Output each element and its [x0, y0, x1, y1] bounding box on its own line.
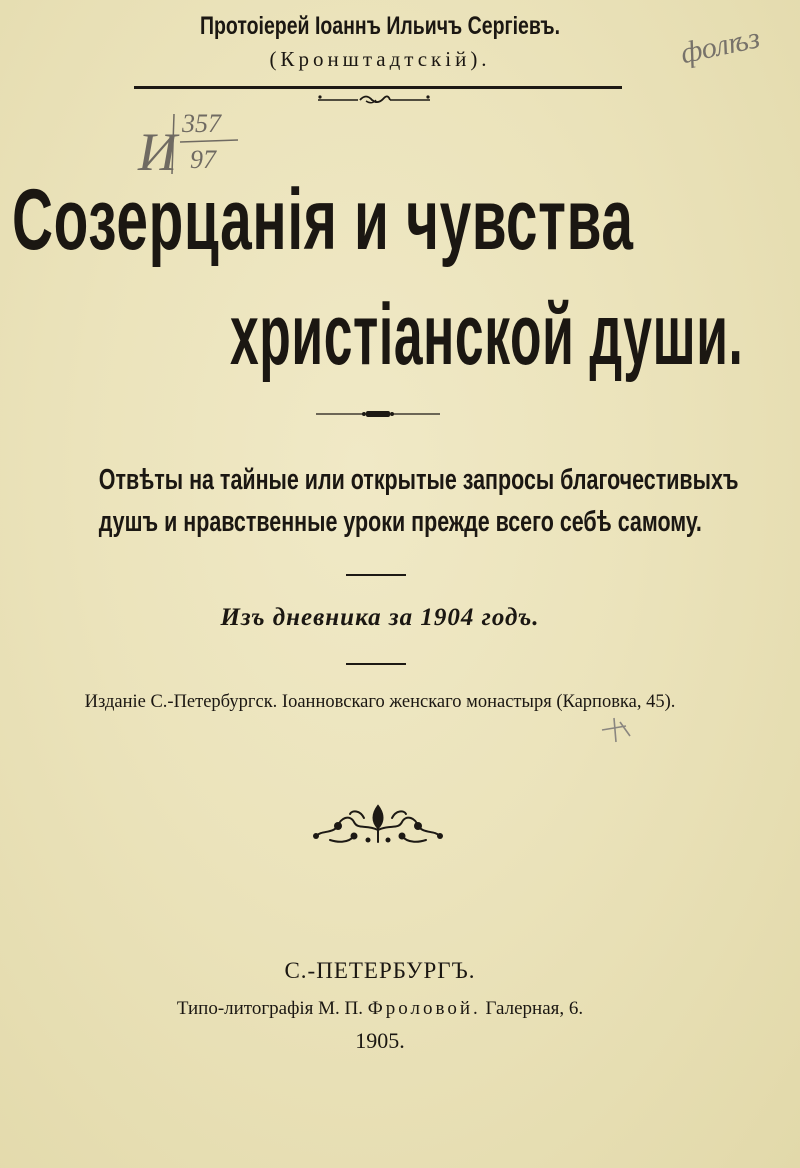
- printer-prefix: Типо-литографія М. П.: [176, 998, 364, 1019]
- author-epithet: (Кронштадтскій).: [269, 47, 491, 71]
- publisher-line: Изданіе С.-Петербургск. Іоанновскаго женскаго монастыря (Карповка, 45).: [84, 692, 676, 712]
- imprint-year: 1905.: [355, 1028, 405, 1053]
- shelfmark-number-top: 357: [182, 109, 221, 138]
- pencil-shelfmark: [134, 104, 254, 186]
- imprint-printer: [0, 998, 760, 1020]
- floral-ornament-icon: [308, 800, 448, 848]
- marginal-note-text: фолѣз: [677, 21, 763, 71]
- diary-caption: Изъ дневника за 1904 годъ.: [220, 604, 540, 631]
- ornament-top-icon: [314, 92, 434, 106]
- shelfmark-letter: И: [138, 122, 177, 182]
- subtitle-line-1: Отвѣты на тайные или открытые запросы благочестивыхъ: [98, 464, 739, 496]
- ornament-divider-icon: [314, 407, 442, 421]
- printer-address: Галерная, 6.: [485, 998, 584, 1019]
- short-rule-2: [346, 663, 406, 665]
- short-rule-1: [346, 574, 406, 576]
- imprint-city: С.-ПЕТЕРБУРГЪ.: [284, 958, 476, 983]
- title-line-1: Созерцанія и чувства: [12, 172, 634, 268]
- handwritten-note: [676, 14, 786, 74]
- shelfmark-number-bottom: 97: [190, 145, 216, 174]
- ink-scribble-icon: [596, 712, 646, 746]
- author-name: Протоіерей Іоаннъ Ильичъ Сергіевъ.: [199, 12, 561, 40]
- header-rule: [134, 86, 622, 89]
- title-line-2: христіанской души.: [230, 287, 744, 383]
- subtitle-line-2: душъ и нравственные уроки прежде всего себѣ самому.: [98, 506, 702, 538]
- printer-name: Фроловой.: [367, 998, 481, 1019]
